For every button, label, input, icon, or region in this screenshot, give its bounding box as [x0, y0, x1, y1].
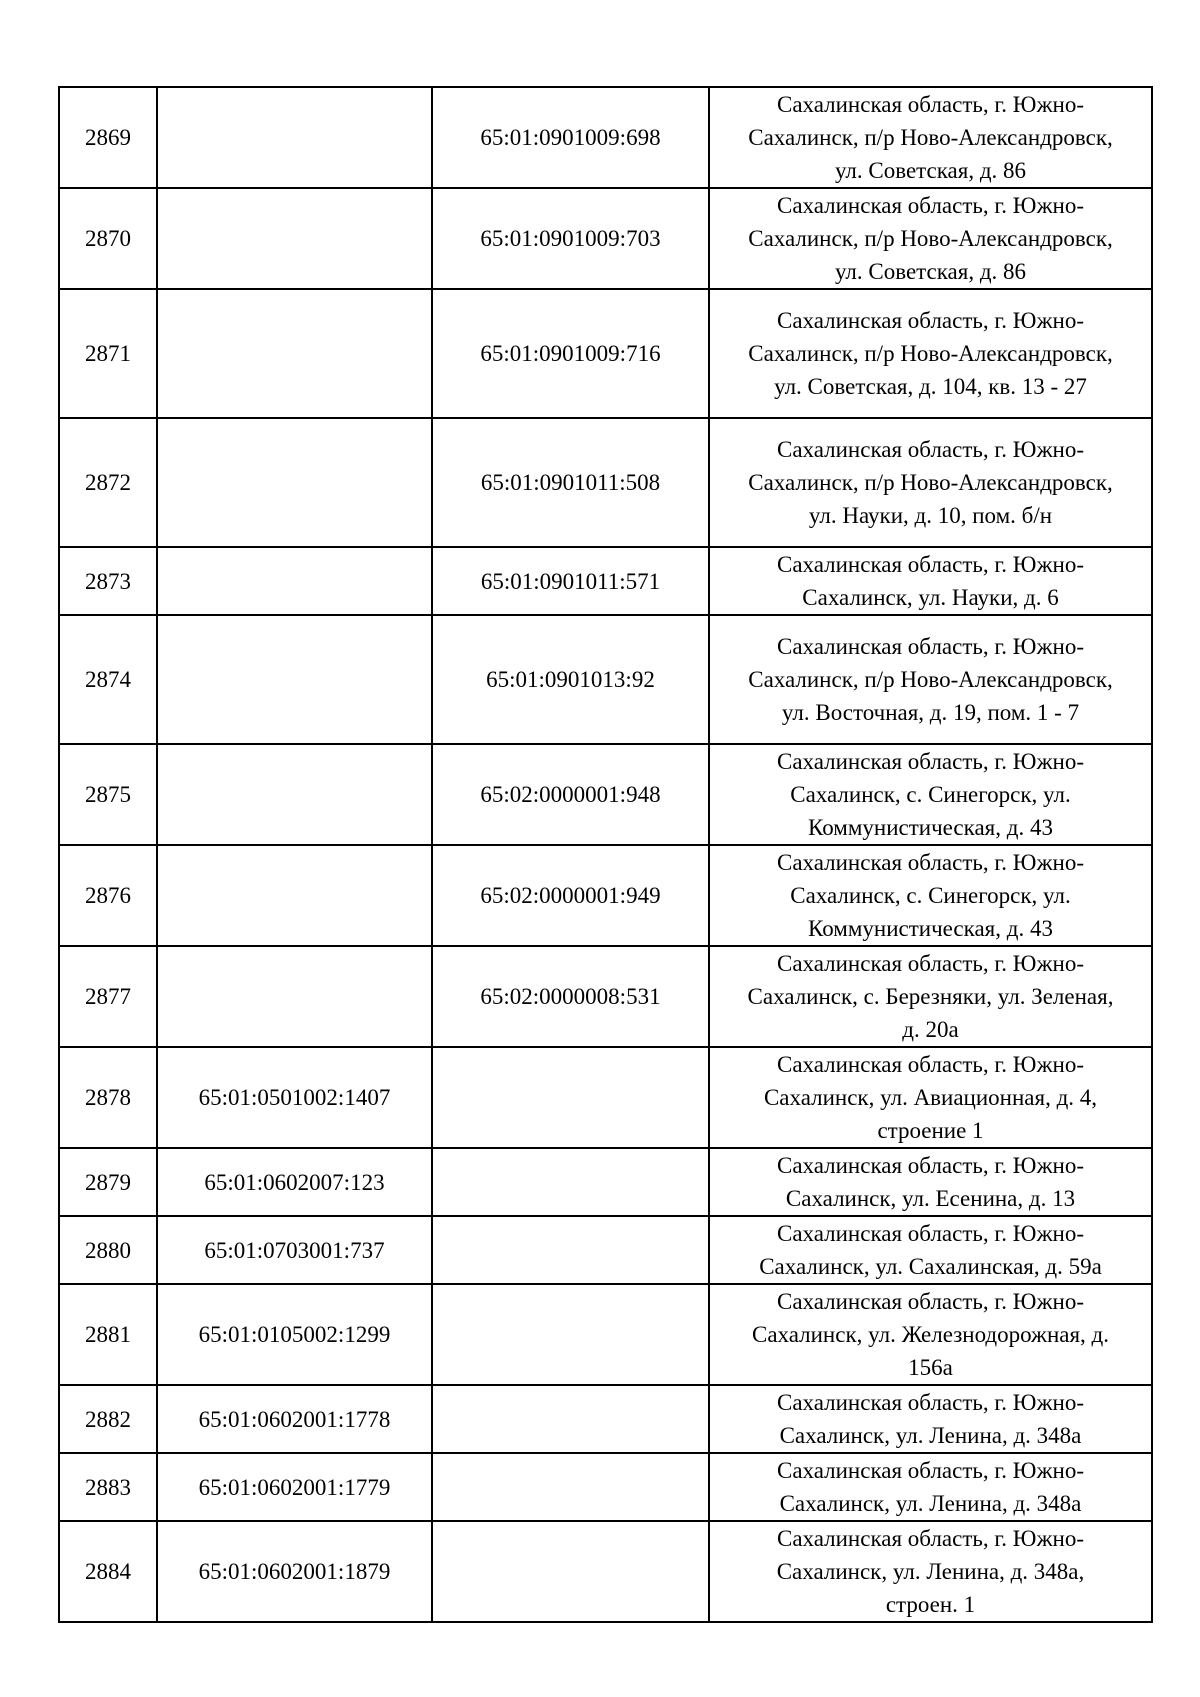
row-number: 2879 — [59, 1148, 157, 1216]
row-number: 2881 — [59, 1284, 157, 1385]
address-line: Сахалинская область, г. Южно- — [776, 1526, 1084, 1551]
cadastral-number-room: 65:01:0901011:508 — [432, 418, 709, 547]
cadastral-number-building: 65:01:0105002:1299 — [157, 1284, 432, 1385]
address-line: Сахалинская область, г. Южно- — [776, 437, 1084, 462]
table-row — [59, 1453, 1152, 1521]
cadastral-number-building: 65:01:0703001:737 — [157, 1216, 432, 1284]
property-table — [58, 86, 1153, 1623]
address-line: Сахалинск, ул. Сахалинская, д. 59а — [759, 1254, 1102, 1279]
address-line: Коммунистическая, д. 43 — [808, 916, 1053, 941]
address-line: Сахалинск, ул. Авиационная, д. 4, — [763, 1085, 1098, 1110]
address-line: ул. Советская, д. 104, кв. 13 - 27 — [774, 374, 1087, 399]
row-number: 2880 — [59, 1216, 157, 1284]
table-row — [59, 547, 1152, 615]
address-line: Сахалинск, ул. Ленина, д. 348а — [779, 1423, 1082, 1448]
cadastral-number-room — [432, 1284, 709, 1385]
row-number: 2877 — [59, 946, 157, 1047]
address-line: Сахалинск, с. Синегорск, ул. — [790, 883, 1071, 908]
address-line: Сахалинск, п/р Ново-Александровск, — [748, 226, 1113, 251]
address-cell — [709, 188, 1152, 289]
address-line: Сахалинск, п/р Ново-Александровск, — [748, 470, 1113, 495]
cadastral-number-building — [157, 547, 432, 615]
row-number: 2872 — [59, 418, 157, 547]
address-line: Сахалинская область, г. Южно- — [776, 552, 1084, 577]
table-row — [59, 188, 1152, 289]
address-line: Сахалинская область, г. Южно- — [776, 92, 1084, 117]
cadastral-number-building — [157, 744, 432, 845]
cadastral-number-building: 65:01:0602001:1879 — [157, 1521, 432, 1622]
cadastral-number-room — [432, 1148, 709, 1216]
address-line: Сахалинская область, г. Южно- — [776, 1221, 1084, 1246]
table-row — [59, 289, 1152, 418]
address-line: д. 20а — [902, 1017, 959, 1042]
row-number: 2873 — [59, 547, 157, 615]
address-line: Сахалинская область, г. Южно- — [776, 308, 1084, 333]
row-number: 2875 — [59, 744, 157, 845]
row-number: 2876 — [59, 845, 157, 946]
cadastral-number-room — [432, 1047, 709, 1148]
cadastral-number-room: 65:01:0901009:716 — [432, 289, 709, 418]
address-cell — [709, 1521, 1152, 1622]
cadastral-number-building: 65:01:0501002:1407 — [157, 1047, 432, 1148]
cadastral-number-room: 65:01:0901011:571 — [432, 547, 709, 615]
cadastral-number-room — [432, 1385, 709, 1453]
address-line: Коммунистическая, д. 43 — [808, 815, 1053, 840]
address-line: ул. Восточная, д. 19, пом. 1 - 7 — [781, 700, 1080, 725]
table-row — [59, 418, 1152, 547]
table-row — [59, 1148, 1152, 1216]
address-cell — [709, 615, 1152, 744]
table-row — [59, 1385, 1152, 1453]
address-line: Сахалинская область, г. Южно- — [776, 749, 1084, 774]
cadastral-number-building — [157, 615, 432, 744]
property-table-body — [59, 87, 1152, 1622]
address-line: Сахалинская область, г. Южно- — [776, 850, 1084, 875]
address-line: Сахалинск, ул. Науки, д. 6 — [802, 585, 1059, 610]
address-cell — [709, 1284, 1152, 1385]
cadastral-number-room: 65:02:0000001:949 — [432, 845, 709, 946]
address-line: 156а — [908, 1355, 953, 1380]
table-row — [59, 1521, 1152, 1622]
address-line: строение 1 — [877, 1118, 984, 1143]
table-row — [59, 845, 1152, 946]
table-row — [59, 87, 1152, 188]
address-line: Сахалинская область, г. Южно- — [776, 1052, 1084, 1077]
address-cell — [709, 547, 1152, 615]
cadastral-number-room: 65:01:0901013:92 — [432, 615, 709, 744]
address-line: Сахалинск, п/р Ново-Александровск, — [748, 125, 1113, 150]
row-number: 2870 — [59, 188, 157, 289]
row-number: 2871 — [59, 289, 157, 418]
cadastral-number-room: 65:01:0901009:703 — [432, 188, 709, 289]
address-line: Сахалинская область, г. Южно- — [776, 634, 1084, 659]
address-line: Сахалинск, п/р Ново-Александровск, — [748, 341, 1113, 366]
address-line: Сахалинск, ул. Ленина, д. 348а, — [776, 1559, 1085, 1584]
cadastral-number-building: 65:01:0602007:123 — [157, 1148, 432, 1216]
cadastral-number-building — [157, 87, 432, 188]
address-cell — [709, 418, 1152, 547]
cadastral-number-building — [157, 845, 432, 946]
address-cell — [709, 1216, 1152, 1284]
address-cell — [709, 1453, 1152, 1521]
cadastral-number-building — [157, 188, 432, 289]
address-line: Сахалинская область, г. Южно- — [776, 1458, 1084, 1483]
address-line: Сахалинск, ул. Есенина, д. 13 — [785, 1186, 1076, 1211]
cadastral-number-room: 65:02:0000001:948 — [432, 744, 709, 845]
address-line: Сахалинск, с. Березняки, ул. Зеленая, — [747, 984, 1114, 1009]
address-cell — [709, 87, 1152, 188]
address-line: ул. Советская, д. 86 — [834, 158, 1027, 183]
address-line: Сахалинская область, г. Южно- — [776, 193, 1084, 218]
address-line: Сахалинская область, г. Южно- — [776, 951, 1084, 976]
address-cell — [709, 1148, 1152, 1216]
cadastral-number-building — [157, 289, 432, 418]
cadastral-number-room: 65:01:0901009:698 — [432, 87, 709, 188]
table-row — [59, 1284, 1152, 1385]
address-cell — [709, 946, 1152, 1047]
address-cell — [709, 1385, 1152, 1453]
cadastral-number-building — [157, 946, 432, 1047]
row-number: 2883 — [59, 1453, 157, 1521]
cadastral-number-building — [157, 418, 432, 547]
row-number: 2874 — [59, 615, 157, 744]
table-row — [59, 946, 1152, 1047]
address-line: Сахалинск, ул. Железнодорожная, д. — [751, 1322, 1110, 1347]
row-number: 2878 — [59, 1047, 157, 1148]
table-row — [59, 1216, 1152, 1284]
cadastral-number-room — [432, 1453, 709, 1521]
row-number: 2869 — [59, 87, 157, 188]
address-line: Сахалинская область, г. Южно- — [776, 1153, 1084, 1178]
cadastral-number-building: 65:01:0602001:1778 — [157, 1385, 432, 1453]
table-row — [59, 615, 1152, 744]
row-number: 2882 — [59, 1385, 157, 1453]
address-line: Сахалинская область, г. Южно- — [776, 1390, 1084, 1415]
address-cell — [709, 845, 1152, 946]
address-line: Сахалинск, п/р Ново-Александровск, — [748, 667, 1113, 692]
cadastral-number-room — [432, 1521, 709, 1622]
address-cell — [709, 1047, 1152, 1148]
row-number: 2884 — [59, 1521, 157, 1622]
address-cell — [709, 289, 1152, 418]
table-row — [59, 744, 1152, 845]
address-line: строен. 1 — [885, 1592, 976, 1617]
address-line: Сахалинская область, г. Южно- — [776, 1289, 1084, 1314]
cadastral-number-room: 65:02:0000008:531 — [432, 946, 709, 1047]
address-line: ул. Советская, д. 86 — [834, 259, 1027, 284]
cadastral-number-building: 65:01:0602001:1779 — [157, 1453, 432, 1521]
table-row — [59, 1047, 1152, 1148]
address-cell — [709, 744, 1152, 845]
address-line: Сахалинск, ул. Ленина, д. 348а — [779, 1491, 1082, 1516]
cadastral-number-room — [432, 1216, 709, 1284]
address-line: ул. Науки, д. 10, пом. б/н — [808, 503, 1053, 528]
address-line: Сахалинск, с. Синегорск, ул. — [790, 782, 1071, 807]
